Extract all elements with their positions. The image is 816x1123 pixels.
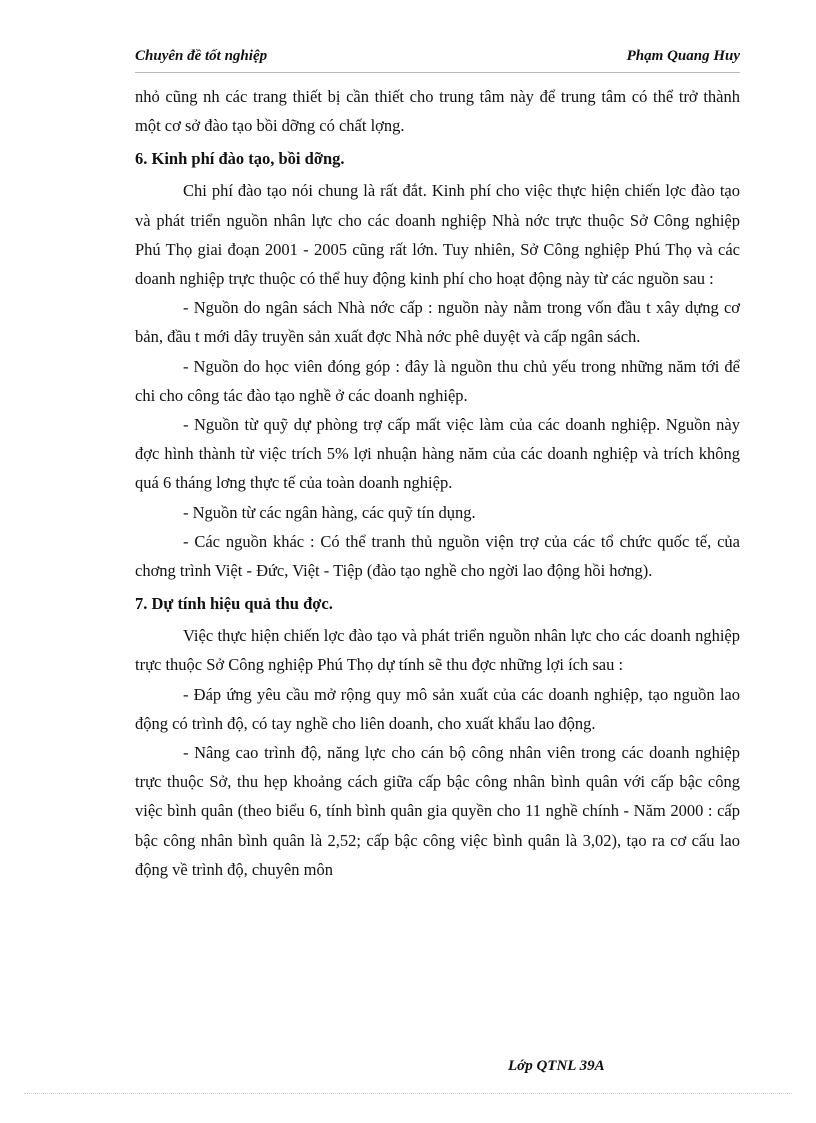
- header-author: Phạm Quang Huy: [626, 48, 740, 64]
- list-item: - Nguồn từ quỹ dự phòng trợ cấp mất việc làm của các doanh nghiệp. Nguồn này đợc hình thành từ việc trích 5% lợi nhuận hàng năm của các doanh nghiệp và trích không quá 6 tháng lơng thực tế của toàn doanh nghiệp.: [135, 415, 740, 493]
- list-item: - Các nguồn khác : Có thể tranh thủ nguồn viện trợ của các tổ chức quốc tế, của chơng trình Việt - Đức, Việt - Tiệp (đào tạo nghề cho ngời lao động hồi hơng).: [135, 531, 740, 581]
- header-title: Chuyên đề tốt nghiệp: [135, 48, 268, 64]
- page-footer: Lớp QTNL 39A: [508, 1058, 605, 1074]
- list-item: - Đáp ứng yêu cầu mở rộng quy mô sản xuất của các doanh nghiệp, tạo nguồn lao động có trình độ, có tay nghề cho liên doanh, cho xuất khẩu lao động.: [135, 684, 740, 733]
- paragraph: nhỏ cũng nh các trang thiết bị cần thiết cho trung tâm này để trung tâm có thể trở thành một cơ sở đào tạo bồi dỡng có chất lợng.: [135, 87, 740, 136]
- document-body: [135, 82, 740, 884]
- section-heading-7: 7. Dự tính hiệu quả thu đợc.: [135, 594, 333, 614]
- paragraph: Việc thực hiện chiến lợc đào tạo và phát triển nguồn nhân lực cho các doanh nghiệp trực thuộc Sở Công nghiệp Phú Thọ dự tính sẽ thu đợc những lợi ích sau :: [135, 626, 740, 675]
- section-heading-6: 6. Kinh phí đào tạo, bồi dỡng.: [135, 149, 345, 169]
- list-item: - Nguồn do học viên đóng góp : đây là nguồn thu chủ yếu trong những năm tới để chi cho công tác đào tạo nghề ở các doanh nghiệp.: [135, 356, 740, 405]
- list-item: - Nâng cao trình độ, năng lực cho cán bộ công nhân viên trong các doanh nghiệp trực thuộc Sở, thu hẹp khoảng cách giữa cấp bậc công nhân bình quân với cấp bậc công việc bình quân (theo biểu 6, tính bình quân gia quyền cho 11 nghề chính - Năm 2000 : cấp bậc công nhân bình quân là 2,52; cấp bậc công việc bình quân là 3,02), tạo ra cơ cấu lao động về trình độ, chuyên môn: [135, 743, 740, 879]
- page-header: [135, 48, 740, 70]
- list-item: - Nguồn do ngân sách Nhà nớc cấp : nguồn này nằm trong vốn đầu t xây dựng cơ bản, đầu t mới dây truyền sản xuất đợc Nhà nớc phê duyệt và cấp ngân sách.: [135, 298, 740, 347]
- list-item: - Nguồn từ các ngân hàng, các quỹ tín dụng.: [183, 502, 476, 522]
- page-bottom-divider: [24, 1093, 792, 1094]
- paragraph: Chi phí đào tạo nói chung là rất đắt. Kinh phí cho việc thực hiện chiến lợc đào tạo và phát triển nguồn nhân lực cho các doanh nghiệp Nhà nớc trực thuộc Sở Công nghiệp Phú Thọ giai đoạn 2001 - 2005 cũng rất lớn. Tuy nhiên, Sở Công nghiệp Phú Thọ và các doanh nghiệp trực thuộc có thể huy động kinh phí cho hoạt động này từ các nguồn sau :: [135, 181, 740, 289]
- header-divider: [135, 72, 740, 73]
